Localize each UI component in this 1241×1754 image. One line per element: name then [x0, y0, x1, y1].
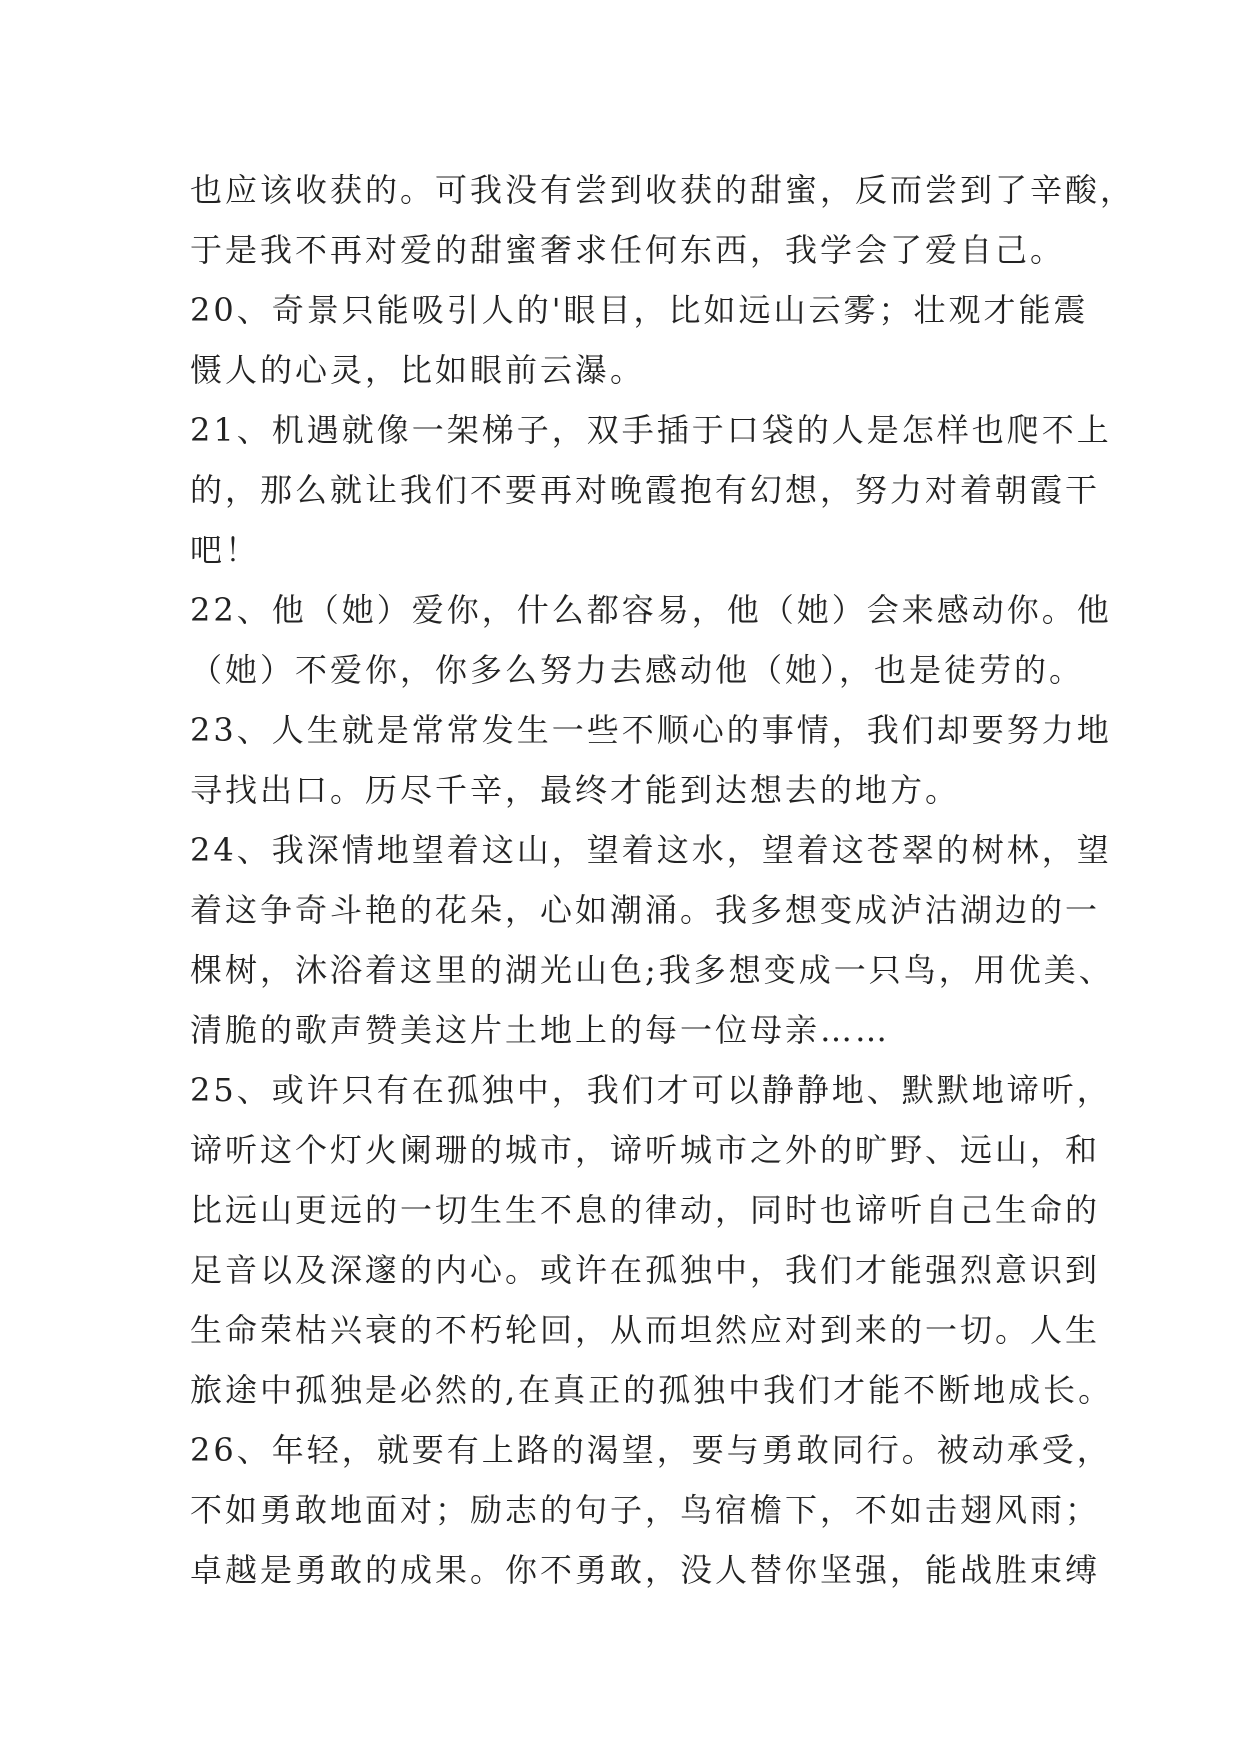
text-line: 清脆的歌声赞美这片土地上的每一位母亲……: [190, 1011, 891, 1049]
text-line: 谛听这个灯火阑珊的城市，谛听城市之外的旷野、远山，和: [190, 1131, 1101, 1169]
text-line: 也应该收获的。可我没有尝到收获的甜蜜，反而尝到了辛酸，: [190, 171, 1136, 209]
text-line: 于是我不再对爱的甜蜜奢求任何东西，我学会了爱自己。: [190, 231, 1066, 269]
text-line: 23、人生就是常常发生一些不顺心的事情，我们却要努力地: [190, 711, 1112, 749]
text-line: 不如勇敢地面对；励志的句子，鸟宿檐下，不如击翅风雨；: [190, 1491, 1101, 1529]
text-line: 比远山更远的一切生生不息的律动，同时也谛听自己生命的: [190, 1191, 1101, 1229]
text-line: 慑人的心灵，比如眼前云瀑。: [190, 351, 646, 389]
text-line: 22、他（她）爱你，什么都容易，他（她）会来感动你。他: [190, 591, 1112, 629]
text-line: 生命荣枯兴衰的不朽轮回，从而坦然应对到来的一切。人生: [190, 1311, 1101, 1349]
text-line: 寻找出口。历尽千辛，最终才能到达想去的地方。: [190, 771, 961, 809]
text-line: 的，那么就让我们不要再对晚霞抱有幻想，努力对着朝霞干: [190, 471, 1101, 509]
text-line: 着这争奇斗艳的花朵，心如潮涌。我多想变成泸沽湖边的一: [190, 891, 1101, 929]
text-line: 25、或许只有在孤独中，我们才可以静静地、默默地谛听，: [190, 1071, 1112, 1109]
text-line: 卓越是勇敢的成果。你不勇敢，没人替你坚强，能战胜束缚: [190, 1551, 1101, 1589]
text-line: 20、奇景只能吸引人的'眼目，比如远山云雾；壮观才能震: [190, 291, 1089, 329]
text-line: 旅途中孤独是必然的,在真正的孤独中我们才能不断地成长。: [190, 1371, 1114, 1409]
text-line: 足音以及深邃的内心。或许在孤独中，我们才能强烈意识到: [190, 1251, 1101, 1289]
text-line: 棵树，沐浴着这里的湖光山色;我多想变成一只鸟，用优美、: [190, 951, 1114, 989]
text-line: 21、机遇就像一架梯子，双手插于口袋的人是怎样也爬不上: [190, 411, 1112, 449]
body-text: [190, 160, 1136, 1600]
text-line: （她）不爱你，你多么努力去感动他（她），也是徒劳的。: [190, 651, 1085, 689]
text-line: 26、年轻，就要有上路的渴望，要与勇敢同行。被动承受，: [190, 1431, 1112, 1469]
text-line: 吧！: [190, 531, 261, 569]
text-line: 24、我深情地望着这山，望着这水，望着这苍翠的树林，望: [190, 831, 1112, 869]
